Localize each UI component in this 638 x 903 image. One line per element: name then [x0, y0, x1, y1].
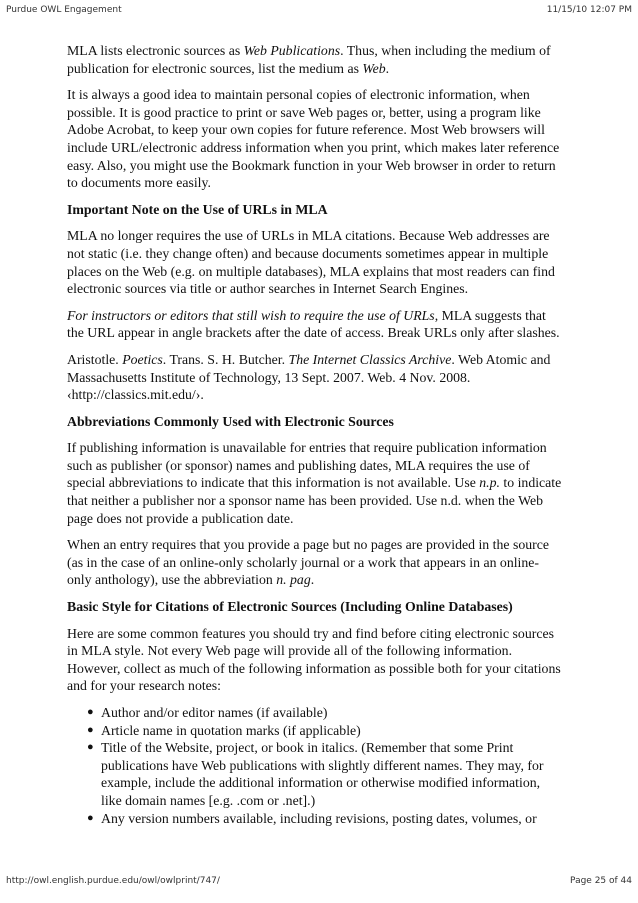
header-timestamp: 11/15/10 12:07 PM — [546, 5, 632, 15]
paragraph-common-features: Here are some common features you should try and find before citing electronic sources in MLA style. Not every Web page will provide all of the following information. However, collect as much of the following information as possible both for your citations and for your research notes: — [67, 625, 561, 694]
header-title: Purdue OWL Engagement — [6, 5, 122, 15]
paragraph-instructors: For instructors or editors that still wish to require the use of URLs, MLA suggests that the URL appear in angle brackets after the date of access. Break URLs only after slashes. — [67, 307, 560, 341]
bullet-icon: ● — [87, 741, 94, 754]
paragraph-personal-copies: It is always a good idea to maintain personal copies of electronic information, when possible. It is good practice to print or save Web pages or, better, using a program like Adobe Acrobat, to keep your own copies for future reference. Most Web browsers will include URL/electronic address information when you print, which makes later reference easy. Also, you might use the Bookmark function in your Web browser in order to return to documents more easily. — [67, 87, 560, 191]
footer-page-number: Page 25 of 44 — [570, 876, 632, 886]
bullet-icon: ● — [87, 723, 94, 736]
list-item: ● Author and/or editor names (if available) — [87, 705, 328, 720]
paragraph-page-numbers: When an entry requires that you provide a page but no pages are provided in the source (as in the case of an online-only scholarly journal or a work that appears in an online-only anthology), use the abbreviation n. pag. — [67, 537, 549, 588]
list-item: ● Title of the Website, project, or book in italics. (Remember that some Print publications have Web publications with slightly different names. They may, for example, include the additional information or otherwise modified information, like domain names [e.g. .com or .net].) — [87, 740, 544, 808]
paragraph-publishing-info: If publishing information is unavailable for entries that require publication information such as publisher (or sponsor) names and publishing dates, MLA requires the use of special abbreviations to indicate that this information is not available. Use n.p. to indicate that neither a publisher nor a sponsor name has been provided. Use n.d. when the Web page does not provide a publication date. — [67, 440, 562, 526]
features-list — [67, 704, 563, 827]
heading-basic-style: Basic Style for Citations of Electronic Sources (Including Online Databases) — [67, 599, 513, 615]
document-body — [67, 42, 563, 827]
bullet-icon: ● — [87, 811, 94, 824]
list-item: ● Any version numbers available, including revisions, posting dates, volumes, or — [87, 810, 537, 826]
bullet-icon: ● — [87, 706, 94, 718]
list-item: ● Article name in quotation marks (if applicable) — [87, 722, 361, 738]
paragraph-web-publications: MLA lists electronic sources as Web Publications. Thus, when including the medium of publication for electronic sources, list the medium as Web. — [67, 43, 551, 76]
paragraph-urls: MLA no longer requires the use of URLs in MLA citations. Because Web addresses are not static (i.e. they change often) and because documents sometimes appear in multiple places on the Web (e.g. on multiple databases), MLA explains that most readers can find electronic sources via title or author searches in Internet Search Engines. — [67, 228, 555, 297]
heading-abbreviations: Abbreviations Commonly Used with Electronic Sources — [67, 413, 394, 429]
citation-example: Aristotle. Poetics. Trans. S. H. Butcher. The Internet Classics Archive. Web Atomic and Massachusetts Institute of Technology, 13 Sept. 2007. Web. 4 Nov. 2008. ‹http://classics.mit.edu/›. — [67, 351, 551, 403]
heading-urls-note: Important Note on the Use of URLs in MLA — [67, 201, 328, 217]
footer-url: http://owl.english.purdue.edu/owl/owlprint/747/ — [6, 876, 220, 886]
